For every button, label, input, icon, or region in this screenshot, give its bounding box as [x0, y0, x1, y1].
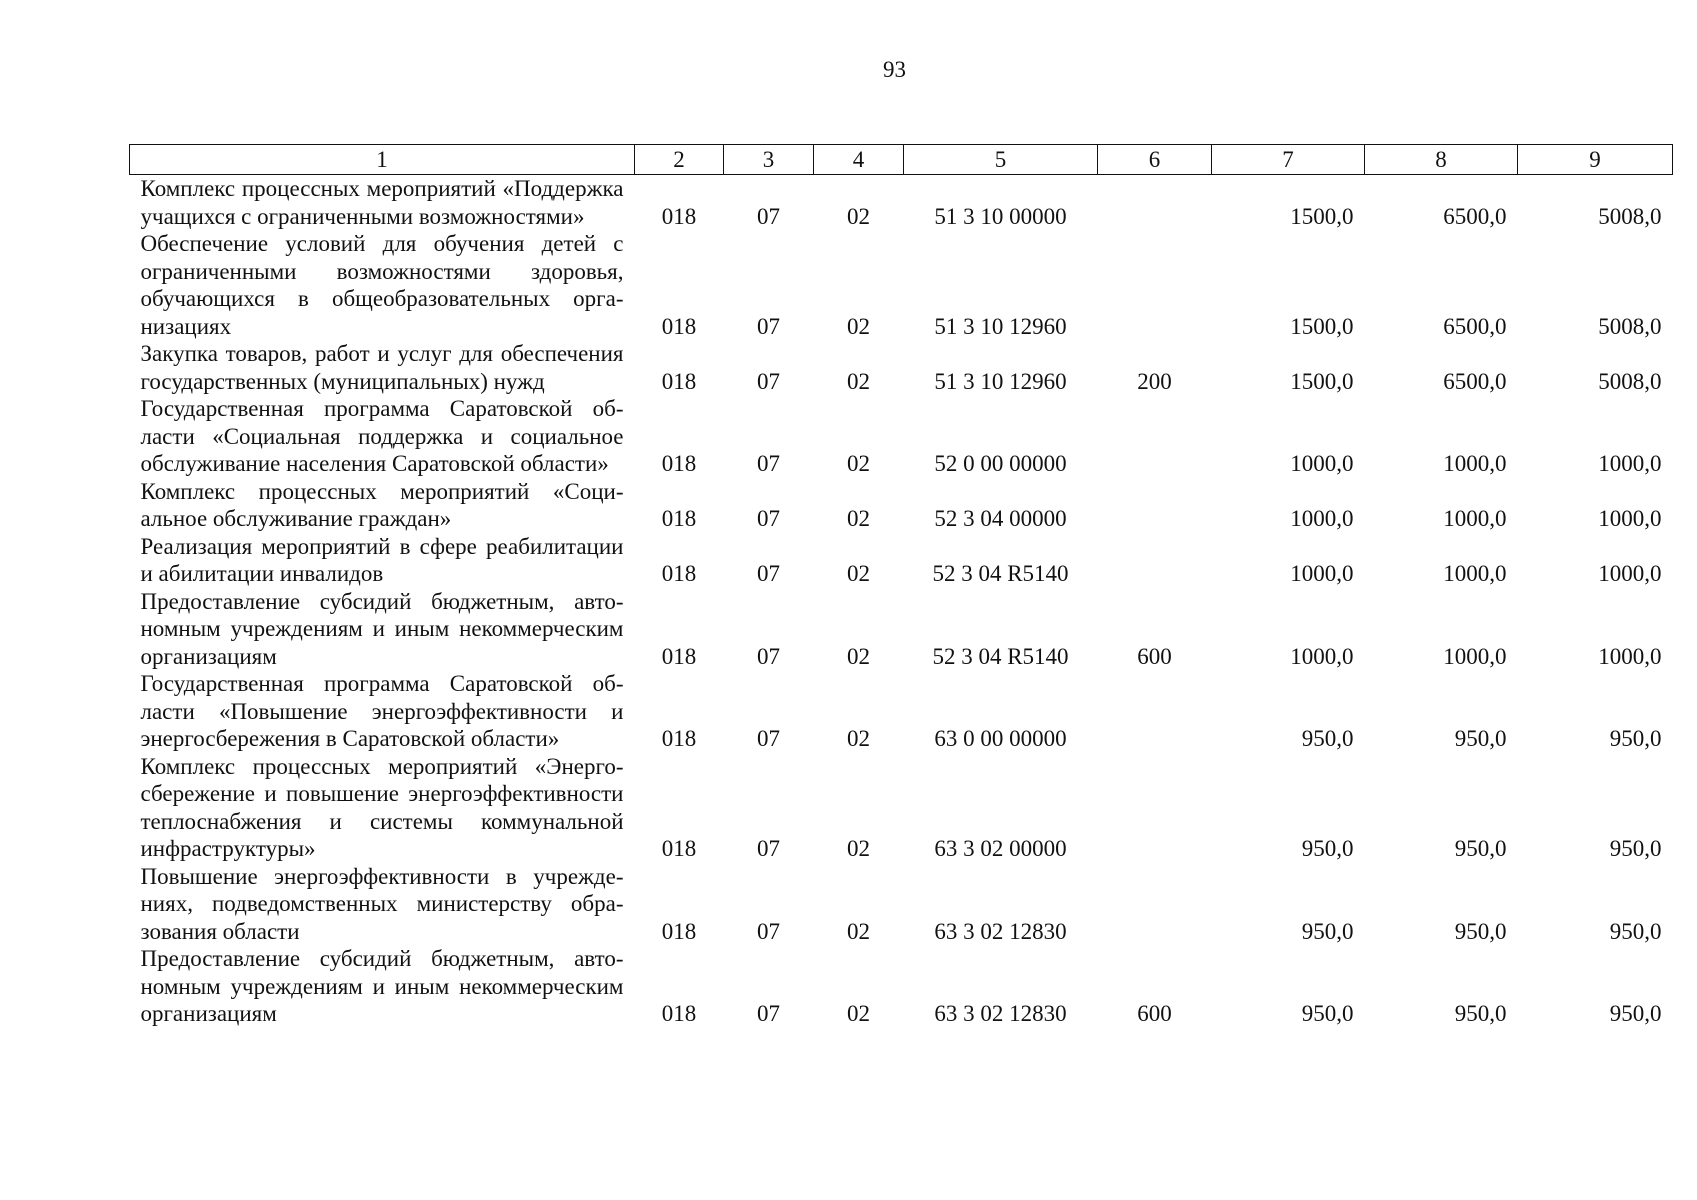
cell-amount-8: 950,0	[1454, 918, 1507, 944]
cell-section: 07	[757, 313, 780, 339]
cell-amount-9: 5008,0	[1598, 368, 1662, 394]
cell-subsection: 02	[847, 368, 870, 394]
cell-section: 07	[757, 203, 780, 229]
cell-amount-8: 950,0	[1454, 836, 1507, 861]
cell-section: 07	[757, 643, 780, 669]
row-name: Государственная программа Саратовской области «Повышение энергоэффективности и энергосбережения в Саратовской области»	[140, 671, 624, 751]
table-row	[130, 753, 1673, 863]
cell-ministry-code: 018	[661, 643, 697, 669]
cell-amount-9: 950,0	[1609, 918, 1662, 944]
cell-expense-type	[1098, 533, 1212, 588]
cell-expense-type: 600	[1137, 1001, 1172, 1026]
cell-amount-7: 1500,0	[1290, 203, 1354, 229]
cell-target-code: 63 3 02 12830	[934, 1001, 1067, 1026]
column-header: 7	[1212, 145, 1365, 175]
cell-subsection: 02	[847, 643, 870, 669]
table-row	[130, 588, 1673, 671]
cell-ministry-code: 018	[661, 203, 697, 229]
table-row	[130, 230, 1673, 340]
cell-amount-7: 950,0	[1301, 836, 1354, 861]
cell-ministry-code: 018	[661, 561, 697, 586]
table-row	[130, 945, 1673, 1028]
cell-expense-type	[1098, 175, 1212, 231]
table-row	[130, 670, 1673, 753]
cell-amount-9: 1000,0	[1598, 451, 1662, 476]
cell-expense-type	[1098, 395, 1212, 478]
column-header: 1	[130, 145, 635, 175]
cell-ministry-code: 018	[661, 451, 697, 476]
cell-ministry-code: 018	[661, 726, 697, 751]
cell-amount-9: 1000,0	[1598, 643, 1662, 669]
table-row	[130, 863, 1673, 946]
cell-amount-7: 1000,0	[1290, 643, 1354, 669]
cell-subsection: 02	[847, 1001, 870, 1026]
cell-section: 07	[757, 918, 780, 944]
cell-amount-9: 950,0	[1609, 836, 1662, 861]
column-header: 9	[1518, 145, 1673, 175]
cell-subsection: 02	[847, 918, 870, 944]
row-name: Закупка товаров, работ и услуг для обеспечения государственных (муниципальных) нужд	[140, 341, 624, 394]
cell-amount-8: 6500,0	[1443, 203, 1507, 229]
cell-amount-7: 950,0	[1301, 726, 1354, 751]
column-header: 8	[1365, 145, 1518, 175]
cell-subsection: 02	[847, 726, 870, 751]
column-header: 4	[814, 145, 904, 175]
column-header: 6	[1098, 145, 1212, 175]
cell-amount-7: 1000,0	[1290, 451, 1354, 476]
cell-amount-7: 1000,0	[1290, 561, 1354, 586]
budget-table	[129, 144, 1673, 1028]
cell-subsection: 02	[847, 506, 870, 531]
table-row	[130, 175, 1673, 231]
cell-amount-9: 5008,0	[1598, 313, 1662, 339]
cell-ministry-code: 018	[661, 1001, 697, 1026]
cell-amount-8: 1000,0	[1443, 506, 1507, 531]
cell-amount-8: 950,0	[1454, 1001, 1507, 1026]
table-row	[130, 533, 1673, 588]
cell-expense-type: 200	[1137, 368, 1172, 394]
row-name: Государственная программа Саратовской области «Социальная поддержка и социальное обслуживание населения Саратовской области»	[140, 396, 624, 476]
cell-section: 07	[757, 506, 780, 531]
table-row	[130, 340, 1673, 395]
cell-target-code: 63 3 02 12830	[934, 918, 1067, 944]
cell-expense-type	[1098, 753, 1212, 863]
cell-section: 07	[757, 1001, 780, 1026]
row-name: Комплекс процессных мероприятий «Социальное обслуживание граждан»	[140, 478, 624, 531]
cell-subsection: 02	[847, 451, 870, 476]
cell-amount-9: 950,0	[1609, 1001, 1662, 1026]
cell-expense-type	[1098, 670, 1212, 753]
cell-target-code: 51 3 10 12960	[934, 368, 1067, 394]
column-header: 5	[904, 145, 1098, 175]
table-row	[130, 478, 1673, 533]
cell-amount-8: 1000,0	[1443, 451, 1507, 476]
column-header: 2	[635, 145, 724, 175]
column-header: 3	[724, 145, 814, 175]
cell-amount-8: 950,0	[1454, 726, 1507, 751]
cell-section: 07	[757, 726, 780, 751]
table-header-row	[130, 145, 1673, 175]
cell-section: 07	[757, 451, 780, 476]
cell-amount-7: 1500,0	[1290, 368, 1354, 394]
cell-target-code: 51 3 10 12960	[934, 313, 1067, 339]
cell-amount-7: 1000,0	[1290, 506, 1354, 531]
cell-expense-type	[1098, 863, 1212, 946]
cell-subsection: 02	[847, 203, 870, 229]
cell-section: 07	[757, 368, 780, 394]
cell-ministry-code: 018	[661, 368, 697, 394]
page-number: 93	[883, 57, 906, 82]
cell-expense-type	[1098, 478, 1212, 533]
cell-ministry-code: 018	[661, 836, 697, 861]
cell-target-code: 52 3 04 00000	[934, 506, 1067, 531]
cell-target-code: 63 3 02 00000	[934, 836, 1067, 861]
cell-amount-7: 1500,0	[1290, 313, 1354, 339]
cell-amount-9: 950,0	[1609, 726, 1662, 751]
table-row	[130, 395, 1673, 478]
cell-target-code: 52 3 04 R5140	[932, 561, 1069, 586]
row-name: Обеспечение условий для обучения детей с ограниченными возможностями здоровья, обучающихся в общеобразовательных организациях	[140, 231, 624, 339]
cell-section: 07	[757, 561, 780, 586]
row-name: Предоставление субсидий бюджетным, автономным учреждениям и иным некоммерческим организациям	[140, 946, 624, 1026]
cell-ministry-code: 018	[661, 918, 697, 944]
cell-amount-7: 950,0	[1301, 918, 1354, 944]
cell-subsection: 02	[847, 561, 870, 586]
row-name: Повышение энергоэффективности в учреждениях, подведомственных министерству образования области	[140, 863, 624, 944]
cell-amount-9: 5008,0	[1598, 203, 1662, 229]
cell-amount-8: 1000,0	[1443, 561, 1507, 586]
cell-expense-type	[1098, 230, 1212, 340]
row-name: Комплекс процессных мероприятий «Поддержка учащихся с ограниченными возможностями»	[140, 176, 624, 229]
row-name: Предоставление субсидий бюджетным, автономным учреждениям и иным некоммерческим организациям	[140, 588, 624, 669]
row-name: Реализация мероприятий в сфере реабилитации и абилитации инвалидов	[140, 533, 624, 586]
cell-target-code: 52 3 04 R5140	[932, 643, 1069, 669]
cell-amount-9: 1000,0	[1598, 506, 1662, 531]
cell-ministry-code: 018	[661, 506, 697, 531]
cell-amount-9: 1000,0	[1598, 561, 1662, 586]
cell-subsection: 02	[847, 313, 870, 339]
cell-expense-type: 600	[1137, 643, 1172, 669]
cell-section: 07	[757, 836, 780, 861]
cell-target-code: 51 3 10 00000	[934, 203, 1067, 229]
cell-target-code: 63 0 00 00000	[934, 726, 1067, 751]
row-name: Комплекс процессных мероприятий «Энергосбережение и повышение энергоэффективности теплоснабжения и системы коммунальной инфраструктуры»	[140, 753, 624, 861]
cell-subsection: 02	[847, 836, 870, 861]
cell-amount-7: 950,0	[1301, 1001, 1354, 1026]
cell-target-code: 52 0 00 00000	[934, 451, 1067, 476]
cell-amount-8: 1000,0	[1443, 643, 1507, 669]
cell-ministry-code: 018	[661, 313, 697, 339]
cell-amount-8: 6500,0	[1443, 368, 1507, 394]
cell-amount-8: 6500,0	[1443, 313, 1507, 339]
